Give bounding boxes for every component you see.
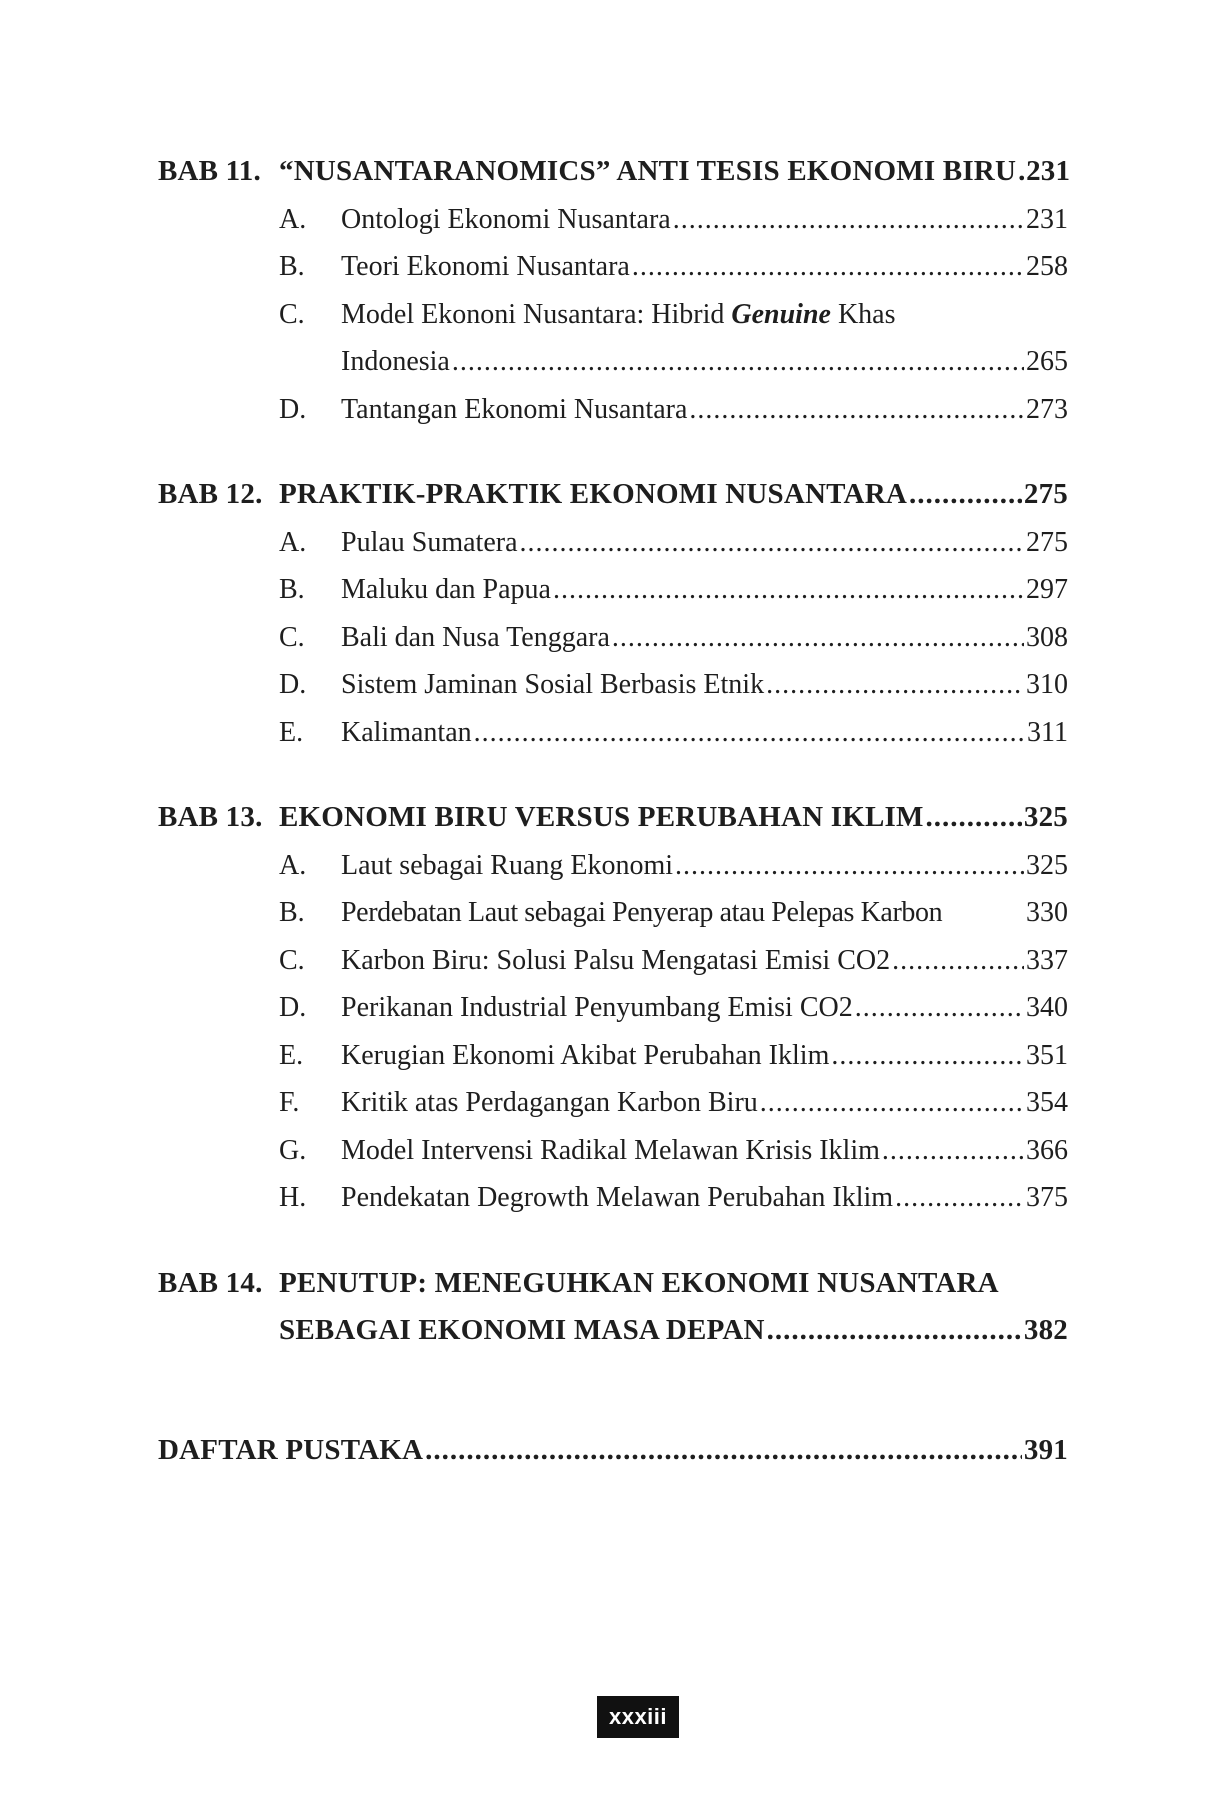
section-title: Kalimantan — [341, 716, 472, 748]
page-number-ref: 340 — [1026, 992, 1068, 1023]
section-title: Model Intervensi Radikal Melawan Krisis Iklim — [341, 1134, 880, 1166]
page-number-ref: 351 — [1026, 1039, 1068, 1071]
section-title: Pulau Sumatera — [341, 526, 518, 558]
chapter-heading[interactable] — [158, 471, 1068, 519]
page-number-ref: 366 — [1026, 1134, 1068, 1166]
chapter-title: “NUSANTARANOMICS” ANTI TESIS EKONOMI BIRU — [279, 155, 1017, 187]
section-letter: C. — [279, 298, 305, 330]
page-number-ref: 265 — [1026, 346, 1068, 377]
section-letter: A. — [279, 849, 307, 881]
section-letter: D. — [279, 992, 307, 1023]
section-letter: D. — [279, 669, 307, 700]
toc-entry-continuation[interactable] — [158, 338, 1068, 386]
section-letter: E. — [279, 716, 304, 748]
toc-entry[interactable] — [158, 661, 1068, 709]
section-letter: E. — [279, 1039, 304, 1071]
toc-entry[interactable] — [158, 243, 1068, 291]
section-letter: B. — [279, 251, 305, 282]
dot-leader — [632, 243, 1024, 291]
chapter-14 — [158, 1260, 1068, 1355]
dot-leader — [675, 842, 1024, 890]
page-number-ref: 310 — [1026, 669, 1068, 700]
chapter-heading-continuation[interactable] — [158, 1307, 1068, 1355]
section-title-part: Khas — [830, 298, 896, 330]
section-title: Maluku dan Papua — [341, 574, 551, 605]
chapter-number: BAB 13. — [158, 801, 263, 833]
page-number-ref: 275 — [1026, 526, 1068, 558]
section-title: Ontologi Ekonomi Nusantara — [341, 203, 671, 235]
dot-leader — [831, 1032, 1024, 1080]
dot-leader — [520, 519, 1024, 567]
chapter-title: PENUTUP: MENEGUHKAN EKONOMI NUSANTARA — [279, 1266, 999, 1299]
chapter-title-continued: SEBAGAI EKONOMI MASA DEPAN — [279, 1314, 765, 1346]
dot-leader — [673, 196, 1024, 244]
dot-leader — [767, 1307, 1022, 1355]
page-number-ref: 354 — [1026, 1087, 1068, 1118]
table-of-contents — [158, 148, 1071, 1512]
section-letter: A. — [279, 526, 307, 558]
section-title: Kritik atas Perdagangan Karbon Biru — [341, 1087, 758, 1118]
page-number-ref: 311 — [1027, 716, 1068, 748]
bibliography-entry — [158, 1427, 1068, 1475]
section-letter: C. — [279, 944, 305, 976]
page-number-ref: 330 — [1026, 897, 1068, 928]
toc-entry[interactable] — [158, 709, 1068, 757]
dot-leader — [766, 661, 1024, 709]
toc-entry[interactable] — [158, 1127, 1068, 1175]
toc-entry[interactable] — [158, 1079, 1068, 1127]
dot-leader — [892, 937, 1024, 985]
page-number-ref: 325 — [1023, 801, 1068, 833]
toc-entry[interactable] — [158, 614, 1068, 662]
page-number-badge: xxxiii — [597, 1696, 679, 1738]
page-number-ref: 337 — [1026, 944, 1068, 976]
section-title: Sistem Jaminan Sosial Berbasis Etnik — [341, 669, 765, 700]
section-title-continued: Indonesia — [341, 346, 450, 377]
chapter-title: EKONOMI BIRU VERSUS PERUBAHAN IKLIM — [279, 801, 924, 833]
page-number-ref: 275 — [1023, 478, 1068, 510]
dot-leader — [452, 338, 1024, 386]
toc-entry[interactable] — [158, 1174, 1068, 1222]
chapter-number: BAB 14. — [158, 1266, 263, 1299]
page-number-ref: 382 — [1023, 1314, 1068, 1346]
section-title — [341, 291, 896, 339]
section-title-emphasis: Genuine — [731, 298, 831, 330]
chapter-heading[interactable] — [158, 794, 1068, 842]
dot-leader — [895, 1174, 1024, 1222]
chapter-12 — [158, 471, 1068, 756]
section-title: Tantangan Ekonomi Nusantara — [341, 393, 688, 425]
page-number-ref: 273 — [1026, 393, 1068, 425]
section-title: Bali dan Nusa Tenggara — [341, 621, 610, 653]
chapter-heading[interactable] — [158, 1427, 1068, 1475]
toc-entry[interactable] — [158, 842, 1068, 890]
dot-leader — [553, 566, 1024, 614]
chapter-13 — [158, 794, 1068, 1222]
section-letter: A. — [279, 203, 307, 235]
section-title: Pendekatan Degrowth Melawan Perubahan Iklim — [341, 1182, 894, 1213]
section-letter: C. — [279, 621, 305, 653]
page-number-ref: 391 — [1023, 1433, 1068, 1466]
dot-leader — [909, 471, 1022, 519]
dot-leader — [882, 1127, 1024, 1175]
page-number-ref: 231 — [1026, 203, 1068, 235]
dot-leader — [1018, 148, 1024, 196]
section-letter: G. — [279, 1134, 307, 1166]
section-title: Teori Ekonomi Nusantara — [341, 251, 630, 282]
toc-entry[interactable] — [158, 519, 1068, 567]
toc-entry[interactable] — [158, 984, 1068, 1032]
toc-entry[interactable] — [158, 937, 1068, 985]
section-title: Kerugian Ekonomi Akibat Perubahan Iklim — [341, 1039, 830, 1071]
chapter-11 — [158, 148, 1071, 433]
page-number-ref: 308 — [1026, 621, 1068, 653]
section-title: Karbon Biru: Solusi Palsu Mengatasi Emisi CO2 — [341, 944, 891, 976]
dot-leader — [689, 386, 1024, 434]
section-letter: H. — [279, 1182, 307, 1213]
page-number-ref: 325 — [1026, 849, 1068, 881]
chapter-number: BAB 11. — [158, 155, 261, 187]
chapter-heading[interactable] — [158, 1260, 1068, 1308]
section-letter: F. — [279, 1087, 300, 1118]
toc-entry[interactable] — [158, 291, 1068, 339]
chapter-heading[interactable] — [158, 148, 1071, 196]
toc-entry[interactable] — [158, 386, 1068, 434]
toc-entry[interactable] — [158, 196, 1068, 244]
dot-leader — [760, 1079, 1024, 1127]
toc-entry[interactable] — [158, 1032, 1068, 1080]
section-letter: B. — [279, 574, 305, 605]
dot-leader — [474, 709, 1025, 757]
dot-leader — [425, 1427, 1022, 1475]
toc-entry[interactable] — [158, 566, 1068, 614]
page-number-ref: 231 — [1026, 155, 1071, 187]
toc-entry[interactable] — [158, 889, 1068, 937]
section-title: Perdebatan Laut sebagai Penyerap atau Pelepas Karbon — [341, 897, 943, 928]
bibliography-title: DAFTAR PUSTAKA — [158, 1433, 424, 1466]
page-number-ref: 375 — [1026, 1182, 1068, 1213]
dot-leader — [855, 984, 1024, 1032]
page-number-ref: 258 — [1026, 251, 1068, 282]
chapter-title: PRAKTIK-PRAKTIK EKONOMI NUSANTARA — [279, 478, 907, 510]
dot-leader — [926, 794, 1022, 842]
chapter-number: BAB 12. — [158, 478, 263, 510]
section-letter: B. — [279, 897, 305, 928]
section-letter: D. — [279, 393, 307, 425]
section-title: Laut sebagai Ruang Ekonomi — [341, 849, 674, 881]
dot-leader — [612, 614, 1024, 662]
section-title-part: Model Ekononi Nusantara: Hibrid — [341, 298, 732, 330]
section-title: Perikanan Industrial Penyumbang Emisi CO2 — [341, 992, 853, 1023]
page-number-ref: 297 — [1026, 574, 1068, 605]
